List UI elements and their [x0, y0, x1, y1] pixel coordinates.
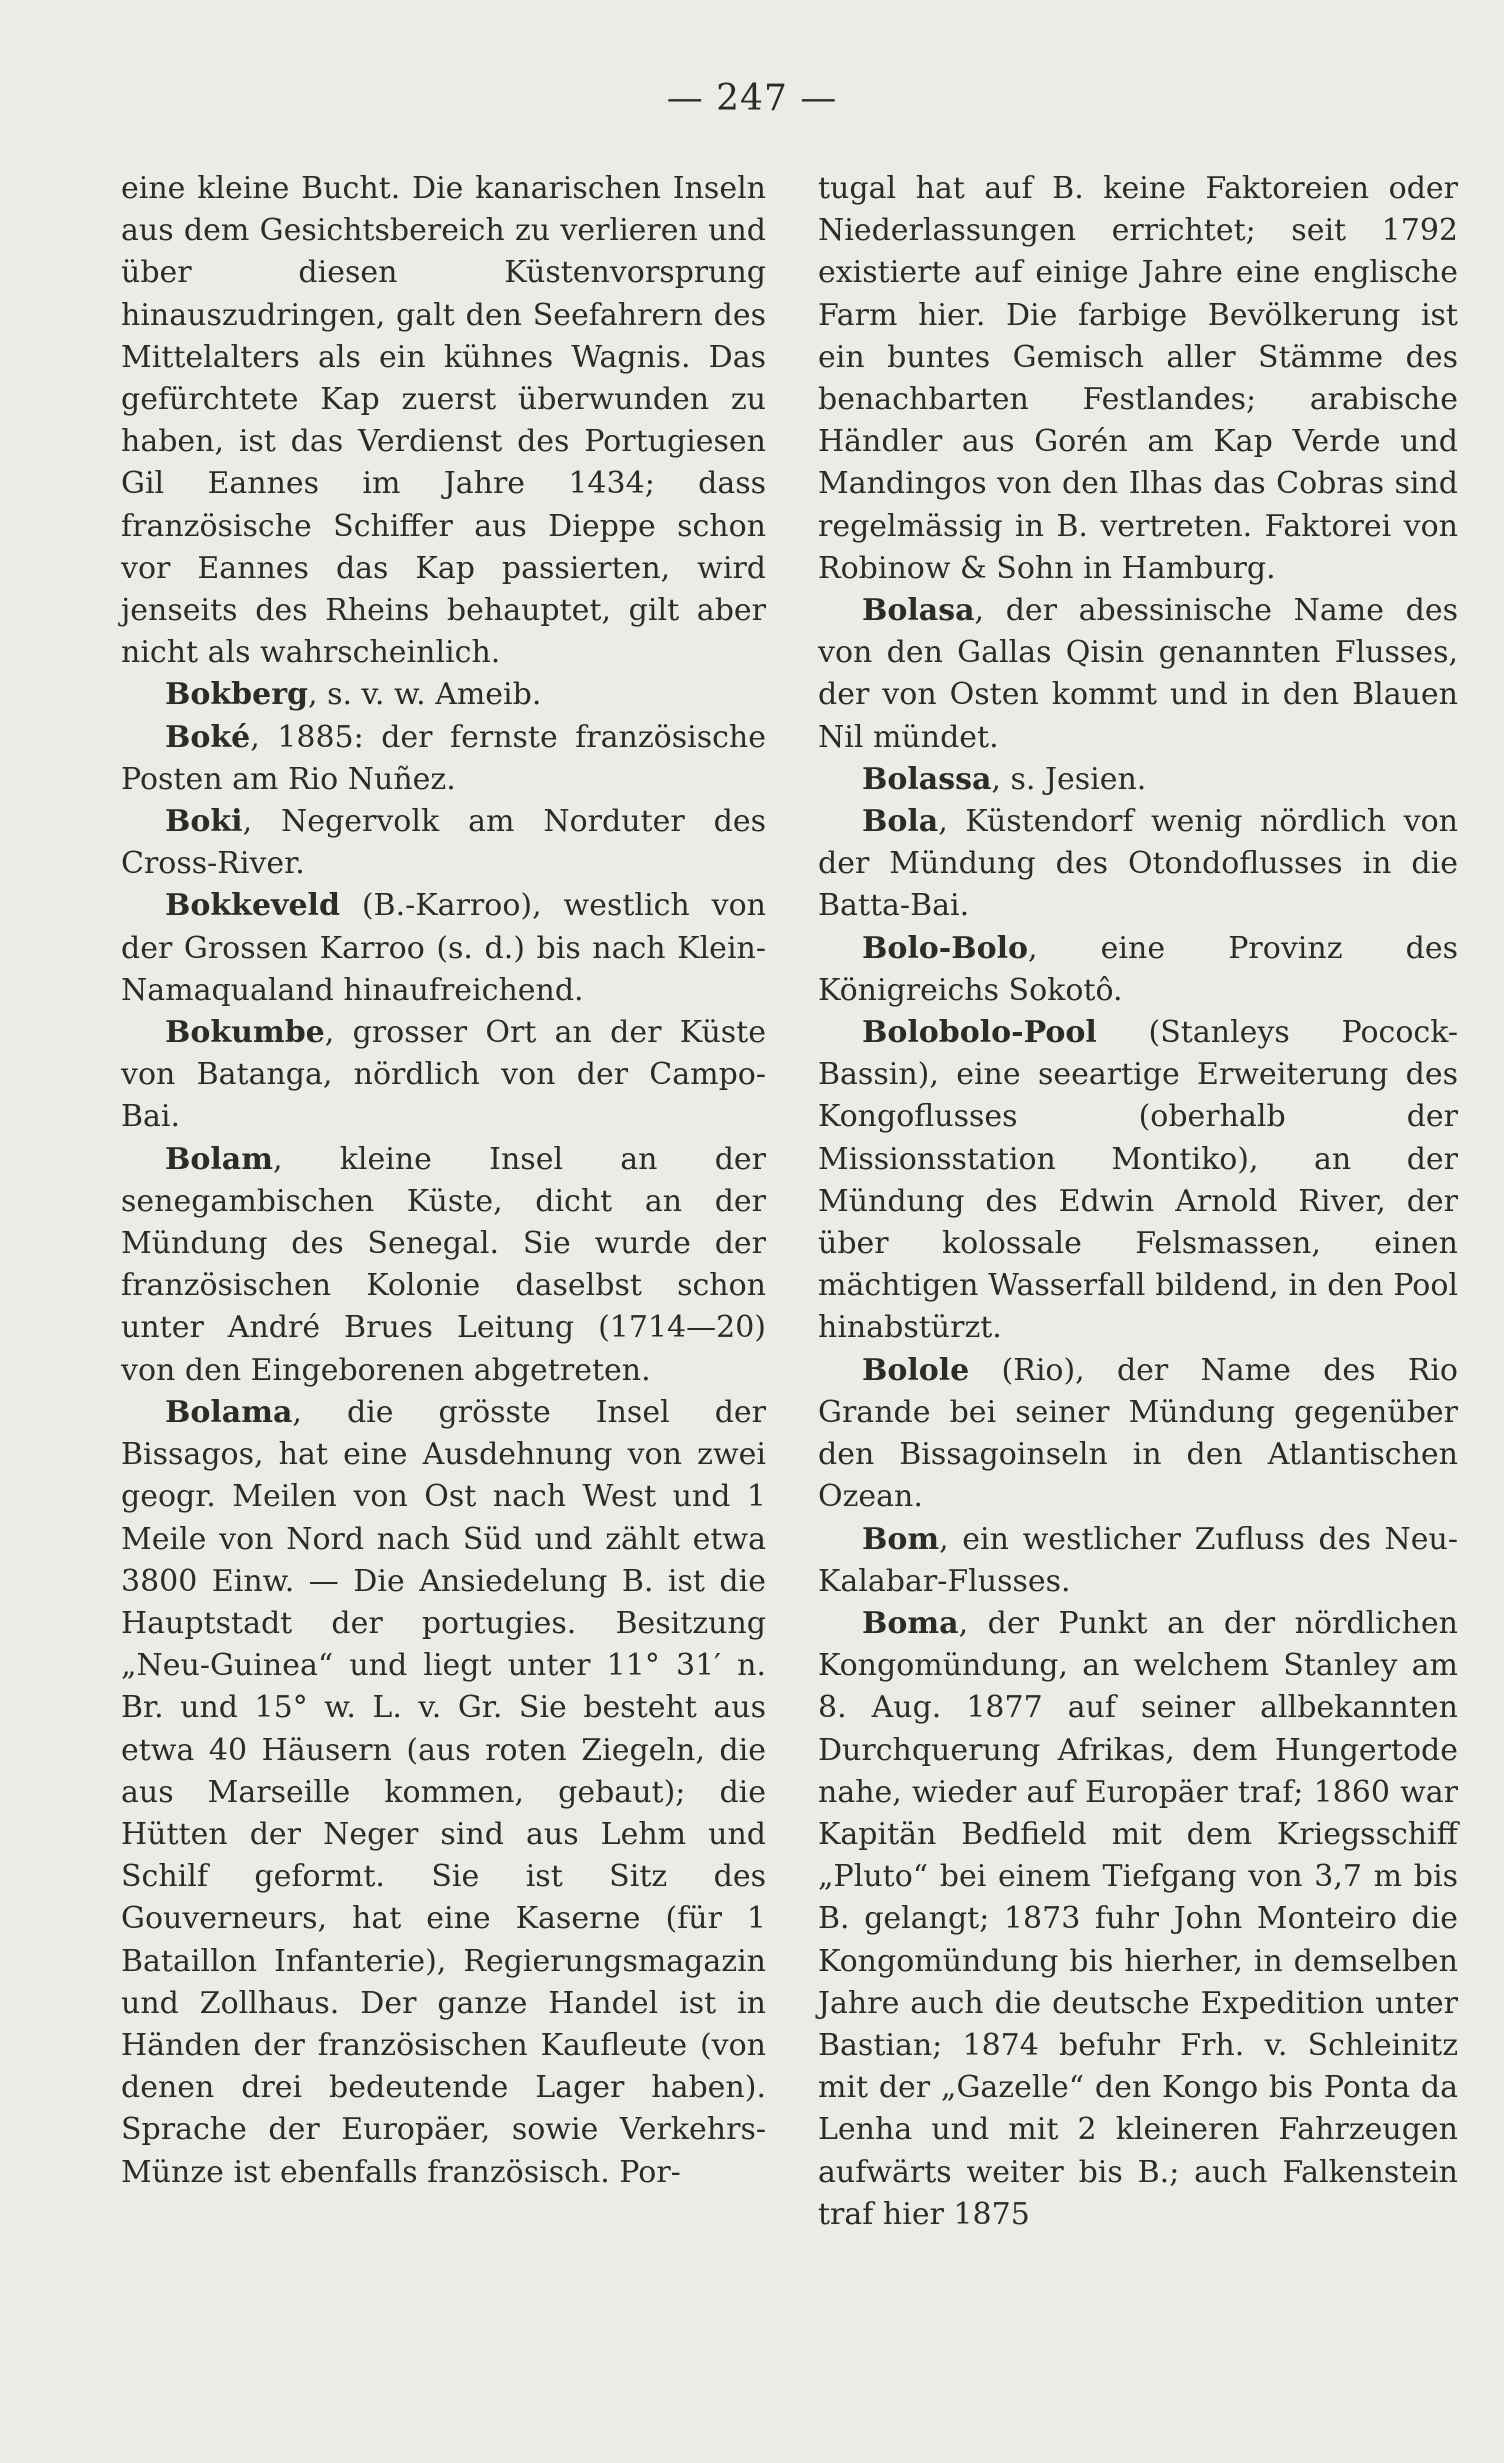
entry-bokberg	[121, 674, 766, 716]
entry-text: , Negervolk am Norduter des Cross-River.	[121, 804, 766, 882]
entry-bokumbe	[121, 1012, 766, 1139]
headword: Bolama	[165, 1394, 293, 1430]
entry-continuation	[121, 168, 766, 674]
entry-text: , s. v. w. Ameib.	[308, 677, 542, 713]
headword: Boké	[165, 719, 251, 755]
headword: Bolobolo-Pool	[862, 1015, 1097, 1051]
entry-bolobolo-pool	[818, 1012, 1458, 1350]
entry-bolasa	[818, 590, 1458, 759]
entry-bolama	[121, 1392, 766, 2194]
entry-text: , kleine Insel an der senegambischen Küste, dicht an der Mündung des Senegal. Sie wurde der französischen Kolonie daselbst schon unter André Brues Leitung (1714—20) von den Eingeborenen abgetreten.	[121, 1141, 766, 1388]
headword: Boma	[862, 1605, 959, 1641]
entry-text: (Stanleys Pocock-Bassin), eine seeartige Erweiterung des Kongoflusses (oberhalb der Missionsstation Montiko), an der Mündung des Edwin Arnold River, der über kolossale Felsmassen, einen mächtigen Wasserfall bildend, in den Pool hinabstürzt.	[818, 1015, 1458, 1346]
headword: Bolole	[862, 1352, 970, 1388]
entry-text: , ein westlicher Zufluss des Neu-Kalabar-Flusses.	[818, 1521, 1458, 1599]
entry-text: , Küstendorf wenig nördlich von der Mündung des Otondoflusses in die Batta-Bai.	[818, 804, 1458, 924]
entry-text: , s. Jesien.	[991, 761, 1147, 797]
right-column	[818, 168, 1458, 2236]
entry-bolassa	[818, 759, 1458, 801]
entry-bolo-bolo	[818, 928, 1458, 1012]
entry-boma	[818, 1603, 1458, 2236]
headword: Bokumbe	[165, 1015, 325, 1051]
entry-text: , grosser Ort an der Küste von Batanga, nördlich von der Campo-Bai.	[121, 1015, 766, 1135]
entry-text: eine kleine Bucht. Die kanarischen Inseln aus dem Gesichtsbereich zu verlieren und über diesen Küstenvorsprung hinauszudringen, galt den Seefahrern des Mittelalters als ein kühnes Wagnis. Das gefürchtete Kap zuerst überwunden zu haben, ist das Verdienst des Portugiesen Gil Eannes im Jahre 1434; dass französische Schiffer aus Dieppe schon vor Eannes das Kap passierten, wird jenseits des Rheins behauptet, gilt aber nicht als wahrscheinlich.	[121, 171, 766, 671]
left-column	[121, 168, 766, 2194]
headword: Bokkeveld	[165, 888, 340, 924]
headword: Bokberg	[165, 677, 308, 713]
entry-text: , 1885: der fernste französische Posten am Rio Nuñez.	[121, 719, 766, 797]
entry-bom	[818, 1519, 1458, 1603]
entry-boke	[121, 717, 766, 801]
entry-text: (B.-Karroo), westlich von der Grossen Karroo (s. d.) bis nach Klein-Namaqualand hinaufreichend.	[121, 888, 766, 1008]
entry-bolam	[121, 1139, 766, 1392]
entry-bokkeveld	[121, 885, 766, 1012]
headword: Bolasa	[862, 593, 975, 629]
entry-text: tugal hat auf B. keine Faktoreien oder Niederlassungen errichtet; seit 1792 existierte auf einige Jahre eine englische Farm hier. Die farbige Bevölkerung ist ein buntes Gemisch aller Stämme des benachbarten Festlandes; arabische Händler aus Gorén am Kap Verde und Mandingos von den Ilhas das Cobras sind regelmässig in B. vertreten. Faktorei von Robinow & Sohn in Hamburg.	[818, 171, 1458, 586]
headword: Bom	[862, 1521, 940, 1557]
entry-text: (Rio), der Name des Rio Grande bei seiner Mündung gegenüber den Bissagoinseln in den Atlantischen Ozean.	[818, 1352, 1458, 1515]
entry-bola	[818, 801, 1458, 928]
entry-bolole	[818, 1350, 1458, 1519]
entry-text: , der abessinische Name des von den Gallas Qisin genannten Flusses, der von Osten kommt und in den Blauen Nil mündet.	[818, 593, 1458, 755]
headword: Boki	[165, 804, 243, 840]
entry-continuation	[818, 168, 1458, 590]
entry-text: , die grösste Insel der Bissagos, hat eine Ausdehnung von zwei geogr. Meilen von Ost nach West und 1 Meile von Nord nach Süd und zählt etwa 3800 Einw. — Die Ansiedelung B. ist die Hauptstadt der portugies. Besitzung „Neu-Guinea“ und liegt unter 11° 31′ n. Br. und 15° w. L. v. Gr. Sie besteht aus etwa 40 Häusern (aus roten Ziegeln, die aus Marseille kommen, gebaut); die Hütten der Neger sind aus Lehm und Schilf geformt. Sie ist Sitz des Gouverneurs, hat eine Kaserne (für 1 Bataillon Infanterie), Regierungsmagazin und Zollhaus. Der ganze Handel ist in Händen der französischen Kaufleute (von denen drei bedeutende Lager haben). Sprache der Europäer, sowie Verkehrs-Münze ist ebenfalls französisch. Por-	[121, 1394, 766, 2190]
headword: Bolo-Bolo	[862, 930, 1028, 966]
entry-boki	[121, 801, 766, 885]
page-number: — 247 —	[666, 78, 838, 119]
headword: Bolam	[165, 1141, 273, 1177]
headword: Bola	[862, 804, 939, 840]
entry-text: , eine Provinz des Königreichs Sokotô.	[818, 930, 1458, 1008]
headword: Bolassa	[862, 761, 992, 797]
entry-text: , der Punkt an der nördlichen Kongomündung, an welchem Stanley am 8. Aug. 1877 auf seiner allbekannten Durchquerung Afrikas, dem Hungertode nahe, wieder auf Europäer traf; 1860 war Kapitän Bedfield mit dem Kriegsschiff „Pluto“ bei einem Tiefgang von 3,7 m bis B. gelangt; 1873 fuhr John Monteiro die Kongomündung bis hierher, in demselben Jahre auch die deutsche Expedition unter Bastian; 1874 befuhr Frh. v. Schleinitz mit der „Gazelle“ den Kongo bis Ponta da Lenha und mit 2 kleineren Fahrzeugen aufwärts weiter bis B.; auch Falkenstein traf hier 1875	[818, 1605, 1458, 2232]
